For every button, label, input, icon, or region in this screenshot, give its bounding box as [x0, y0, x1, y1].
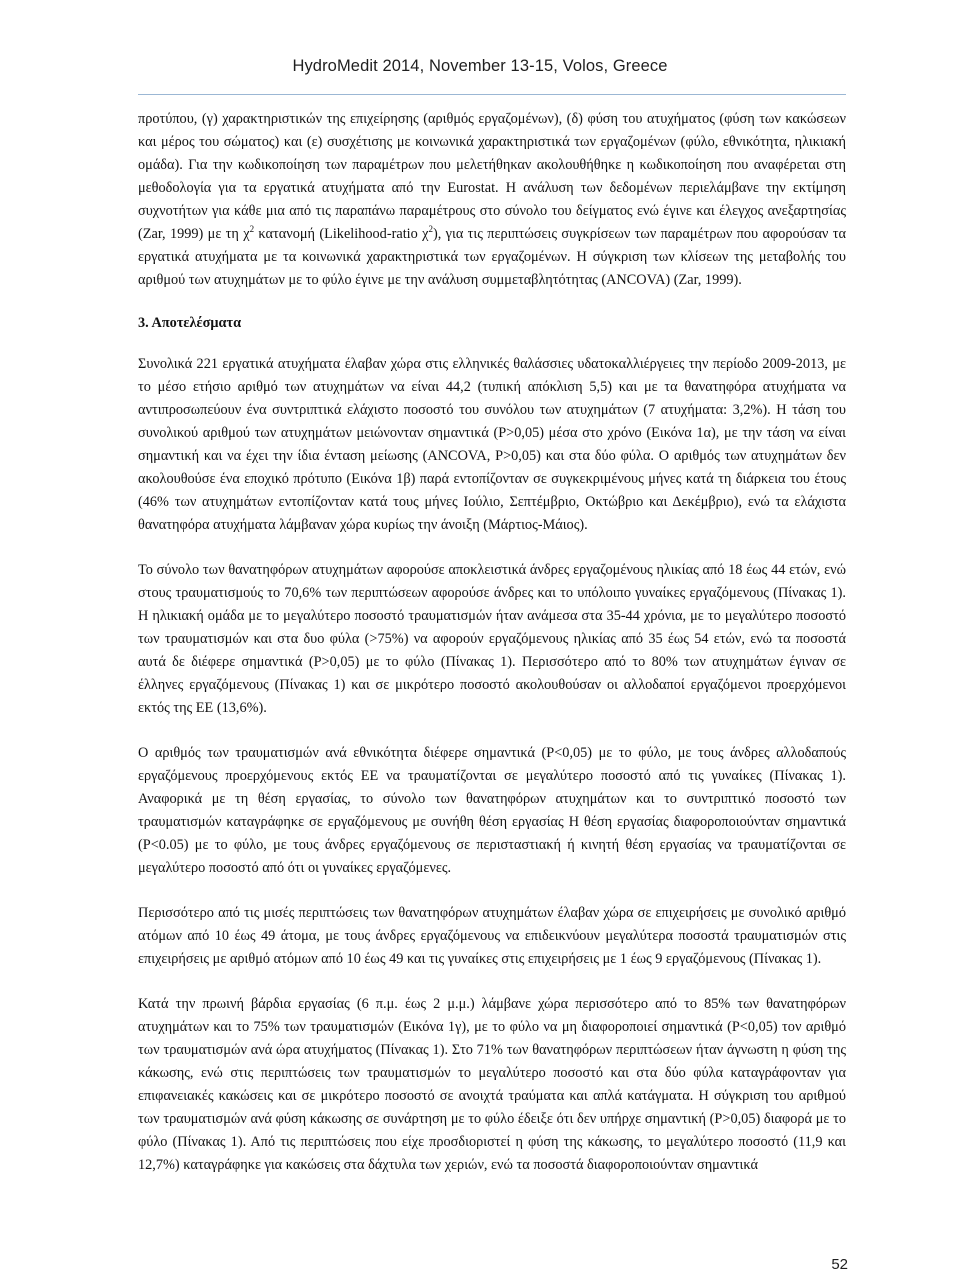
section-heading: 3. Αποτελέσματα	[138, 315, 242, 331]
paragraph-methods	[138, 108, 846, 292]
paragraph-text: κατανομή (Likelihood-ratio χ	[254, 226, 429, 242]
paragraph-text: προτύπου, (γ) χαρακτηριστικών της επιχείρησης (αριθμός εργαζομένων), (δ) φύση του ατυχήματος (φύση των κακώσεων και μέρος του σώματος) και (ε) συσχέτισης με κοινωνικά χαρακτηριστικά των εργαζομένων (φύλο, εθνικότητα, ηλικιακή ομάδα). Για την κωδικοποίηση των παραμέτρων που μελετήθηκαν ακολουθήθηκε η κωδικοποίηση που αναφέρεται στη μεθοδολογία για τα εργατικά ατυχήματα από την Eurostat. Η ανάλυση των δεδομένων περιελάμβανε την εκτίμηση συχνοτήτων για κάθε μια από τις παραπάνω παραμέτρους στο σύνολο του δείγματος ενώ έγινε και έλεγχος ανεξαρτησίας (Zar, 1999) με τη χ	[138, 111, 846, 242]
superscript: 2	[428, 224, 433, 235]
page-header	[0, 0, 960, 98]
superscript: 2	[249, 224, 255, 235]
paragraph-results-gender-age: Το σύνολο των θανατηφόρων ατυχημάτων αφορούσε αποκλειστικά άνδρες εργαζομένους ηλικίας από 18 έως 44 ετών, ενώ στους τραυματισμούς το 70,6% των περιπτώσεων αφορούσε άνδρες και το υπόλοιπο γυναίκες εργαζόμενους (Πίνακας 1). Η ηλικιακή ομάδα με το μεγαλύτερο ποσοστό τραυματισμών ήταν ανάμεσα στα 35-44 χρόνια, με το μεγαλύτερο ποσοστό των τραυματισμών και στα δυο φύλα (>75%) να αφορούν εργαζόμενους ηλικίας από 35 έως 54 ετών, ενώ τα ποσοστά αυτά δε διέφερε σημαντικά (P>0,05) με το φύλο (Πίνακας 1). Περισσότερο από το 80% των ατυχημάτων έγιναν σε έλληνες εργαζόμενους (Πίνακας 1) και σε μικρότερο ποσοστό ακολουθούσαν οι αλλοδαποί εργαζόμενοι προερχόμενοι εκτός της ΕΕ (13,6%).	[138, 562, 846, 716]
paragraph-results-shift: Κατά την πρωινή βάρδια εργασίας (6 π.μ. έως 2 μ.μ.) λάμβανε χώρα περισσότερο από το 85% των θανατηφόρων ατυχημάτων και το 75% των τραυματισμών (Εικόνα 1γ), με το φύλο να μη διαφοροποιεί σημαντικά (P<0,05) τον αριθμό των τραυματισμών ανά ώρα ατυχήματος (Πίνακας 1). Στο 71% των θανατηφόρων περιπτώσεων ήταν άγνωστη η φύση της κάκωσης, ενώ στις περιπτώσεις των τραυματισμών το μεγαλύτερο ποσοστό και στα δύο φύλα καταγράφονταν για επιφανειακές κακώσεις και σε μικρότερο ποσοστό σε ανοιχτά τραύματα και απλά κατάγματα. Η σύγκριση του αριθμού των τραυματισμών ανά φύση κάκωσης σε συνάρτηση με το φύλο έδειξε ότι δεν υπήρχε σημαντική (P>0,05) διαφορά με το φύλο (Πίνακας 1). Από τις περιπτώσεις που είχε προσδιοριστεί η φύση της κάκωσης, το μεγαλύτερο ποσοστό (11,9 και 12,7%) καταγράφηκε για κακώσεις στα δάχτυλα των χεριών, ενώ τα ποσοστά διαφοροποιούνταν σημαντικά	[138, 996, 846, 1173]
paragraph-results-overview: Συνολικά 221 εργατικά ατυχήματα έλαβαν χώρα στις ελληνικές θαλάσσιες υδατοκαλλιέργειες την περίοδο 2009-2013, με το μέσο ετήσιο αριθμό των ατυχημάτων να είναι 44,2 (τυπική απόκλιση 5,5) και με τα θανατηφόρα ατυχήματα να αντιπροσωπεύουν ένα συντριπτικά ελάχιστο ποσοστό του συνόλου των ατυχημάτων (7 ατυχήματα: 3,2%). Η τάση του συνολικού αριθμού των ατυχημάτων μειώνονταν σημαντικά (P>0,05) μέσα στο χρόνο (Εικόνα 1α), με την τάση να είναι σημαντική και να έχει την ίδια ένταση μείωσης (ANCOVA, P>0,05) και στα δύο φύλα. Ο αριθμός των ατυχημάτων δεν ακολουθούσε ένα εποχικό πρότυπο (Εικόνα 1β) παρά εντοπίζονταν σε συγκεκριμένους μήνες κατά τη διάρκεια του έτους (46% των ατυχημάτων εντοπίζονταν κατά τους μήνες Ιούλιο, Σεπτέμβριο, Οκτώβριο και Δεκέμβριο), ενώ τα ελάχιστα θανατηφόρα ατυχήματα λάμβαναν χώρα κυρίως την άνοιξη (Μάρτιος-Μάιος).	[138, 356, 846, 533]
header-divider	[138, 94, 846, 95]
paragraph-results-company-size: Περισσότερο από τις μισές περιπτώσεις των θανατηφόρων ατυχημάτων έλαβαν χώρα σε επιχειρήσεις με συνολικό αριθμό ατόμων από 10 έως 49 άτομα, με τους άνδρες εργαζόμενους να επιδεικνύουν μεγαλύτερα ποσοστά τραυματισμών στις επιχειρήσεις με αριθμό ατόμων από 10 έως 49 και τις γυναίκες στις επιχειρήσεις με 1 έως 9 εργαζόμενους (Πίνακας 1).	[138, 905, 846, 967]
page-number: 52	[831, 1256, 848, 1273]
paragraph-results-nationality: Ο αριθμός των τραυματισμών ανά εθνικότητα διέφερε σημαντικά (P<0,05) με το φύλο, με τους άνδρες αλλοδαπούς εργαζόμενους προερχόμενους εκτός ΕΕ να τραυματίζονται σε μεγαλύτερο ποσοστό από τις γυναίκες (Πίνακας 1). Αναφορικά με τη θέση εργασίας, το σύνολο των θανατηφόρων ατυχημάτων και το συντριπτικό ποσοστό των τραυματισμών καταγράφηκε σε εργαζόμενους με συνήθη θέση εργασίας Η θέση εργασίας διαφοροποιούνταν σημαντικά (P<0.05) με το φύλο, με τους άνδρες εργαζόμενους σε περισταστιακή ή κινητή θέση εργασίας να τραυματίζονται σε μεγαλύτερο ποσοστό από ότι οι γυναίκες εργαζόμενες.	[138, 745, 846, 876]
paragraph-text: ), για τις περιπτώσεις συγκρίσεων των παραμέτρων που αφορούσαν τα εργατικά ατυχήματα με τα κοινωνικά χαρακτηριστικά των εργαζομένων. Η σύγκριση των κλίσεων της μεταβολής του αριθμού των ατυχημάτων με το φύλο έγινε με την ανάλυση συμμεταβλητότητας (ANCOVA) (Zar, 1999).	[138, 226, 846, 288]
conference-title: HydroMedit 2014, November 13-15, Volos, Greece	[292, 57, 668, 75]
document-body	[138, 108, 846, 1199]
